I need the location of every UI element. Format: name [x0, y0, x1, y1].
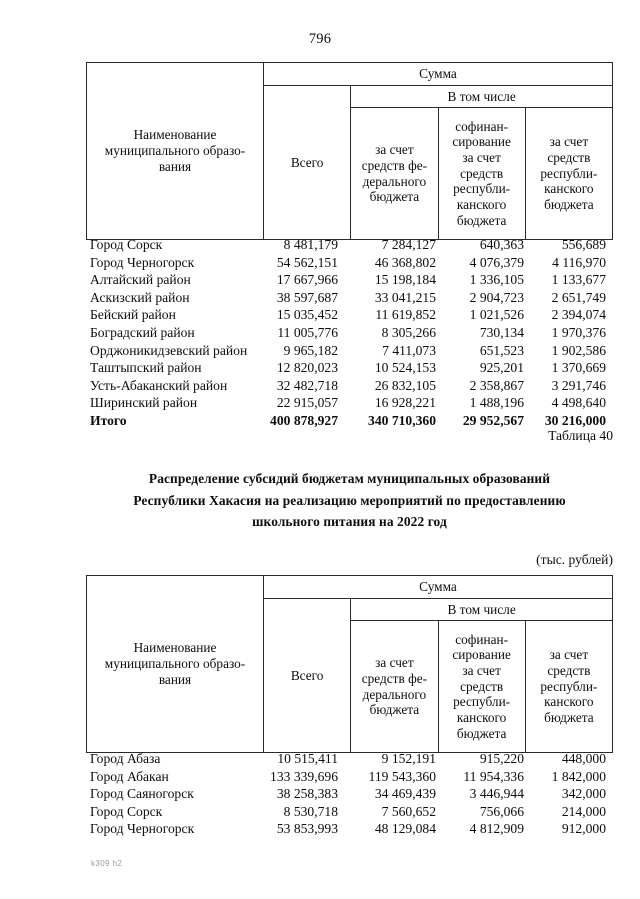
header-cell-name	[87, 63, 264, 240]
cell-total: 15 035,452	[276, 307, 338, 323]
cell-total: 11 005,776	[277, 324, 338, 340]
header-republic-line-1: за счет	[549, 647, 589, 663]
cell-republic: 556,689	[561, 237, 606, 252]
header-cell-federal	[351, 108, 438, 240]
header-federal-line-1: за счет	[375, 142, 414, 158]
header-name-line-3: вания	[158, 671, 192, 687]
cell-cofinance: 4 812,909	[469, 821, 524, 837]
cell-total: 8 481,179	[283, 237, 338, 252]
cell-name: Аскизский район	[90, 289, 190, 305]
cell-federal: 34 469,439	[374, 786, 436, 802]
header-cell-including: В том числе	[351, 599, 613, 621]
cell-federal: 119 543,360	[368, 768, 436, 784]
page-watermark: k309 h2	[91, 859, 123, 868]
cell-cofinance: 925,201	[479, 360, 524, 376]
header-cofinance-line-5: республи-	[453, 181, 511, 197]
cell-republic: 1 370,669	[551, 360, 606, 376]
title-line-2: Республики Хакасия на реализацию мероприятий по предоставлению	[133, 492, 566, 508]
cell-name: Усть-Абаканский район	[90, 377, 228, 393]
table-row	[86, 254, 613, 272]
cell-total: 32 482,718	[276, 377, 338, 393]
header-row-sum	[87, 63, 613, 86]
cell-republic: 30 216,000	[544, 412, 606, 428]
table-row	[86, 271, 613, 289]
cell-cofinance: 3 446,944	[469, 786, 524, 802]
table-row	[86, 412, 613, 430]
cell-cofinance: 915,220	[479, 751, 524, 766]
header-cofinance-line-3: за счет	[462, 149, 501, 165]
table-2-body	[86, 750, 613, 838]
header-federal-line-3: дерального	[362, 173, 427, 189]
header-republic-line-2: средств	[547, 662, 591, 678]
table-row	[86, 785, 613, 803]
header-cell-name	[87, 576, 264, 753]
header-cofinance-line-7: бюджета	[456, 212, 507, 228]
cell-cofinance: 640,363	[479, 237, 524, 252]
cell-cofinance: 29 952,567	[462, 412, 524, 428]
table-row	[86, 750, 613, 768]
cell-federal: 46 368,802	[374, 254, 436, 270]
cell-republic: 1 133,677	[551, 272, 606, 288]
header-republic-line-2: средств	[547, 149, 591, 165]
cell-federal: 26 832,105	[374, 377, 436, 393]
cell-federal: 8 305,266	[381, 324, 436, 340]
header-federal-line-4: бюджета	[369, 189, 420, 205]
cell-name: Город Абаза	[90, 751, 161, 766]
cell-total: 38 258,383	[276, 786, 338, 802]
cell-total: 10 515,411	[277, 751, 338, 766]
header-republic-line-5: бюджета	[544, 710, 594, 726]
cell-cofinance: 756,066	[479, 803, 524, 819]
cell-federal: 16 928,221	[374, 395, 436, 411]
cell-republic: 1 842,000	[551, 768, 606, 784]
cell-federal: 11 619,852	[375, 307, 436, 323]
table-row	[86, 768, 613, 786]
cell-cofinance: 651,523	[479, 342, 524, 358]
header-name-line-1: Наименование	[133, 640, 217, 656]
cell-cofinance: 1 021,526	[469, 307, 524, 323]
cell-federal: 15 198,184	[374, 272, 436, 288]
header-cell-total: Всего	[264, 599, 351, 753]
cell-name: Орджоникидзевский район	[90, 342, 248, 358]
table-caption: Таблица 40	[548, 428, 613, 443]
cell-republic: 2 394,074	[551, 307, 606, 323]
table-row	[86, 359, 613, 377]
cell-cofinance: 11 954,336	[463, 768, 524, 784]
header-cell-including: В том числе	[351, 86, 613, 108]
cell-cofinance: 2 358,867	[469, 377, 524, 393]
table-row	[86, 820, 613, 838]
header-cofinance-line-5: республи-	[453, 694, 511, 710]
table-row	[86, 377, 613, 395]
header-name-line-3: вания	[158, 158, 192, 174]
cell-cofinance: 2 904,723	[469, 289, 524, 305]
header-republic-line-1: за счет	[549, 134, 589, 150]
header-cofinance-line-6: канского	[456, 710, 507, 726]
header-cofinance-line-7: бюджета	[456, 725, 507, 741]
cell-cofinance: 730,134	[479, 324, 524, 340]
header-name-line-1: Наименование	[133, 127, 217, 143]
header-federal-line-3: дерального	[362, 686, 427, 702]
header-federal-line-2: средств фе-	[361, 157, 428, 173]
table-row	[86, 342, 613, 360]
cell-name: Бейский район	[90, 307, 176, 323]
header-cofinance-line-4: средств	[460, 165, 504, 181]
table-2-header	[86, 575, 613, 753]
header-row-sum	[87, 576, 613, 599]
table-row	[86, 236, 613, 254]
cell-name: Алтайский район	[90, 272, 191, 288]
cell-total: 17 667,966	[276, 272, 338, 288]
cell-name: Боградский район	[90, 324, 195, 340]
cell-republic: 4 498,640	[551, 395, 606, 411]
cell-republic: 448,000	[561, 751, 606, 766]
header-cofinance-line-3: за счет	[462, 662, 501, 678]
table-row	[86, 306, 613, 324]
header-republic-line-4: канского	[544, 181, 594, 197]
cell-total: 133 339,696	[270, 768, 338, 784]
header-cell-sum: Сумма	[264, 576, 613, 599]
cell-federal: 9 152,191	[381, 751, 436, 766]
header-cell-total: Всего	[264, 86, 351, 240]
cell-total: 53 853,993	[276, 821, 338, 837]
cell-republic: 1 902,586	[551, 342, 606, 358]
cell-total: 8 530,718	[283, 803, 338, 819]
units-label: (тыс. рублей)	[536, 552, 613, 567]
cell-federal: 7 411,073	[382, 342, 436, 358]
cell-total: 54 562,151	[276, 254, 338, 270]
header-federal-line-2: средств фе-	[361, 670, 428, 686]
header-cell-cofinance	[438, 108, 525, 240]
cell-republic: 912,000	[561, 821, 606, 837]
cell-republic: 2 651,749	[551, 289, 606, 305]
cell-republic: 3 291,746	[551, 377, 606, 393]
cell-federal: 7 560,652	[381, 803, 436, 819]
header-cofinance-line-6: канского	[456, 197, 507, 213]
header-cofinance-line-1: софинан-	[455, 118, 509, 134]
cell-total: 38 597,687	[276, 289, 338, 305]
header-cofinance-line-2: сирование	[452, 134, 511, 150]
header-republic-line-3: республи-	[540, 165, 598, 181]
title-line-3: школьного питания на 2022 год	[252, 514, 447, 530]
cell-federal: 33 041,215	[374, 289, 436, 305]
cell-federal: 48 129,084	[374, 821, 436, 837]
page-number: 796	[308, 31, 332, 47]
cell-total: 400 878,927	[270, 412, 338, 428]
header-cell-cofinance	[438, 621, 525, 753]
cell-name: Таштыпский район	[90, 360, 202, 376]
header-name-line-2: муниципального образо-	[104, 656, 246, 672]
table-row	[86, 394, 613, 412]
table-row	[86, 324, 613, 342]
section-title	[86, 468, 613, 533]
cell-cofinance: 4 076,379	[469, 254, 524, 270]
header-republic-line-5: бюджета	[544, 197, 594, 213]
cell-name: Город Черногорск	[90, 254, 195, 270]
table-row	[86, 803, 613, 821]
header-cell-federal	[351, 621, 438, 753]
header-cofinance-line-2: сирование	[452, 647, 511, 663]
header-cofinance-line-1: софинан-	[455, 631, 509, 647]
table-1-header	[86, 62, 613, 240]
cell-name: Город Абакан	[90, 768, 169, 784]
header-cell-republic	[525, 621, 612, 753]
cell-federal: 10 524,153	[374, 360, 436, 376]
title-line-1: Распределение субсидий бюджетам муниципальных образований	[148, 471, 551, 486]
cell-name: Город Черногорск	[90, 821, 195, 837]
table-1-body	[86, 236, 613, 430]
header-federal-line-4: бюджета	[369, 702, 420, 718]
cell-republic: 1 970,376	[551, 324, 606, 340]
cell-name: Город Сорск	[90, 803, 163, 819]
cell-name: Ширинский район	[90, 395, 198, 411]
table-row	[86, 289, 613, 307]
cell-republic: 214,000	[561, 803, 606, 819]
header-cell-republic	[525, 108, 612, 240]
header-republic-line-4: канского	[544, 694, 594, 710]
cell-republic: 4 116,970	[552, 254, 606, 270]
header-cofinance-line-4: средств	[460, 678, 504, 694]
header-federal-line-1: за счет	[375, 655, 414, 671]
header-cell-sum: Сумма	[264, 63, 613, 86]
cell-total: 9 965,182	[283, 342, 338, 358]
header-name-line-2: муниципального образо-	[104, 143, 246, 159]
cell-federal: 340 710,360	[368, 412, 436, 428]
cell-total: 12 820,023	[276, 360, 338, 376]
cell-name: Итого	[90, 412, 127, 428]
cell-total: 22 915,057	[276, 395, 338, 411]
cell-cofinance: 1 336,105	[469, 272, 524, 288]
cell-name: Город Саяногорск	[90, 786, 194, 802]
cell-name: Город Сорск	[90, 237, 163, 252]
cell-republic: 342,000	[561, 786, 606, 802]
cell-cofinance: 1 488,196	[469, 395, 524, 411]
cell-federal: 7 284,127	[381, 237, 436, 252]
header-republic-line-3: республи-	[540, 678, 598, 694]
